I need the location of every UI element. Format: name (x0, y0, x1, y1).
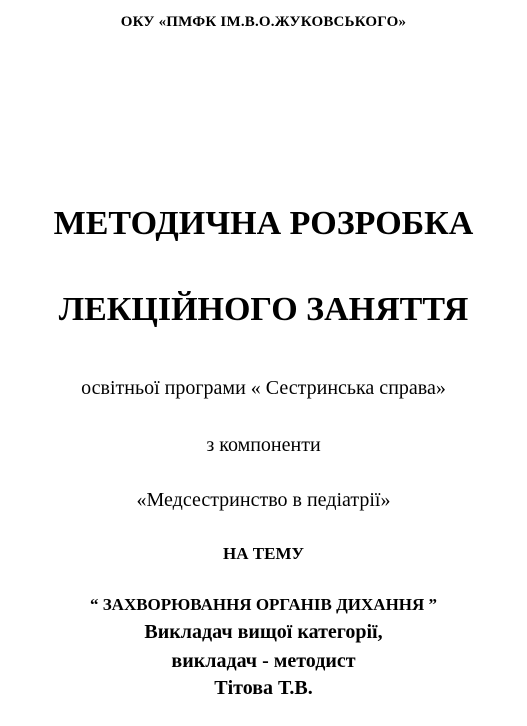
topic-label: НА ТЕМУ (223, 544, 304, 563)
teacher-position: викладач - методист (171, 650, 356, 672)
document-title-line-1: МЕТОДИЧНА РОЗРОБКА (53, 205, 474, 242)
topic-title: “ ЗАХВОРЮВАННЯ ОРГАНІВ ДИХАННЯ ” (89, 595, 438, 614)
institution-name: ОКУ «ПМФК ІМ.В.О.ЖУКОВСЬКОГО» (120, 14, 407, 30)
component-label: з компоненти (206, 434, 321, 456)
program-line: освітньої програми « Сестринська справа» (81, 377, 446, 399)
teacher-name: Тітова Т.В. (214, 677, 313, 699)
document-title-line-2: ЛЕКЦІЙНОГО ЗАНЯТТЯ (58, 291, 469, 328)
component-name: «Медсестринство в педіатрії» (136, 489, 391, 511)
teacher-category: Викладач вищої категорії, (144, 621, 383, 643)
